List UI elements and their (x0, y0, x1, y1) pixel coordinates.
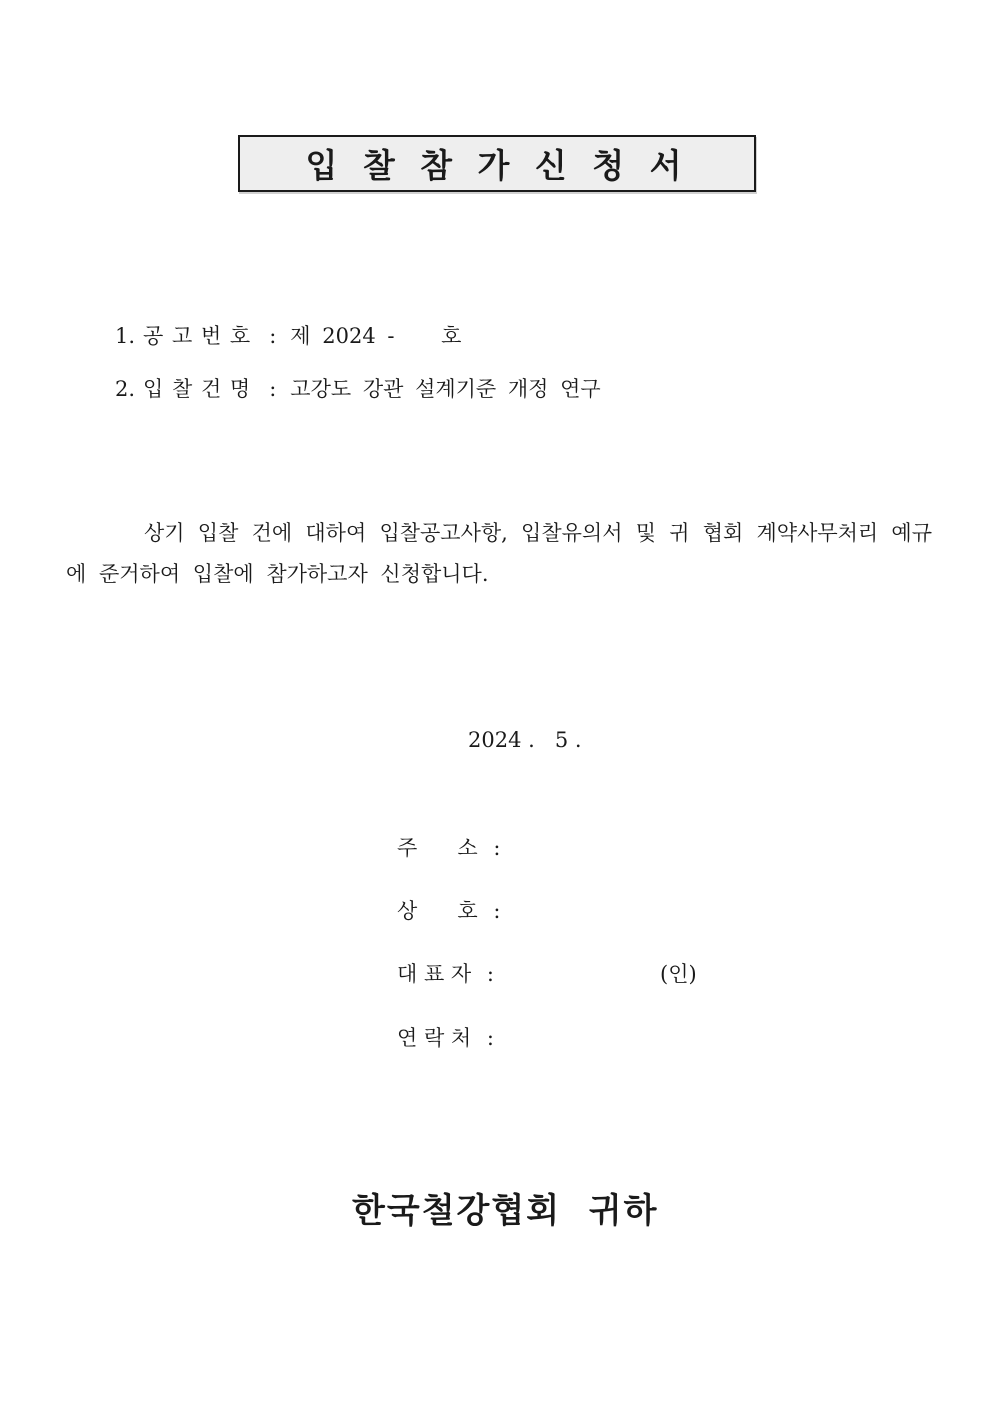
notice-number-value: 제 2024 - 호 (290, 324, 462, 348)
field-address (397, 832, 500, 862)
field-company-name-colon: : (493, 899, 501, 923)
notice-number-row (115, 320, 461, 350)
field-contact-colon: : (486, 1026, 494, 1050)
document-date: 2024 . 5 . (468, 728, 582, 752)
field-company-name (397, 895, 500, 925)
notice-number-index: 1. (115, 324, 136, 348)
notice-number-colon: : (269, 324, 277, 348)
bid-subject-index: 2. (115, 377, 136, 401)
field-address-colon: : (493, 836, 501, 860)
field-company-name-label: 상 호 (397, 899, 478, 923)
bid-subject-row (115, 373, 601, 403)
field-representative-label: 대 표 자 (397, 962, 472, 986)
bid-subject-value: 고강도 강관 설계기준 개정 연구 (290, 377, 601, 401)
field-contact-label: 연 락 처 (397, 1026, 472, 1050)
document-title: 입 찰 참 가 신 청 서 (305, 146, 689, 185)
field-contact (397, 1022, 494, 1052)
recipient-line: 한국철강협회 귀하 (352, 1191, 659, 1231)
notice-number-label: 공 고 번 호 (143, 324, 252, 348)
seal-mark: (인) (660, 962, 697, 986)
bid-subject-label: 입 찰 건 명 (143, 377, 252, 401)
field-representative-colon: : (486, 962, 494, 986)
application-statement: 상기 입찰 건에 대하여 입찰공고사항, 입찰유의서 및 귀 협회 계약사무처리 예규에 준거하여 입찰에 참가하고자 신청합니다. (66, 521, 932, 586)
field-representative (397, 958, 697, 988)
bid-subject-colon: : (269, 377, 277, 401)
field-address-label: 주 소 (397, 836, 478, 860)
document-title-box (238, 135, 756, 192)
